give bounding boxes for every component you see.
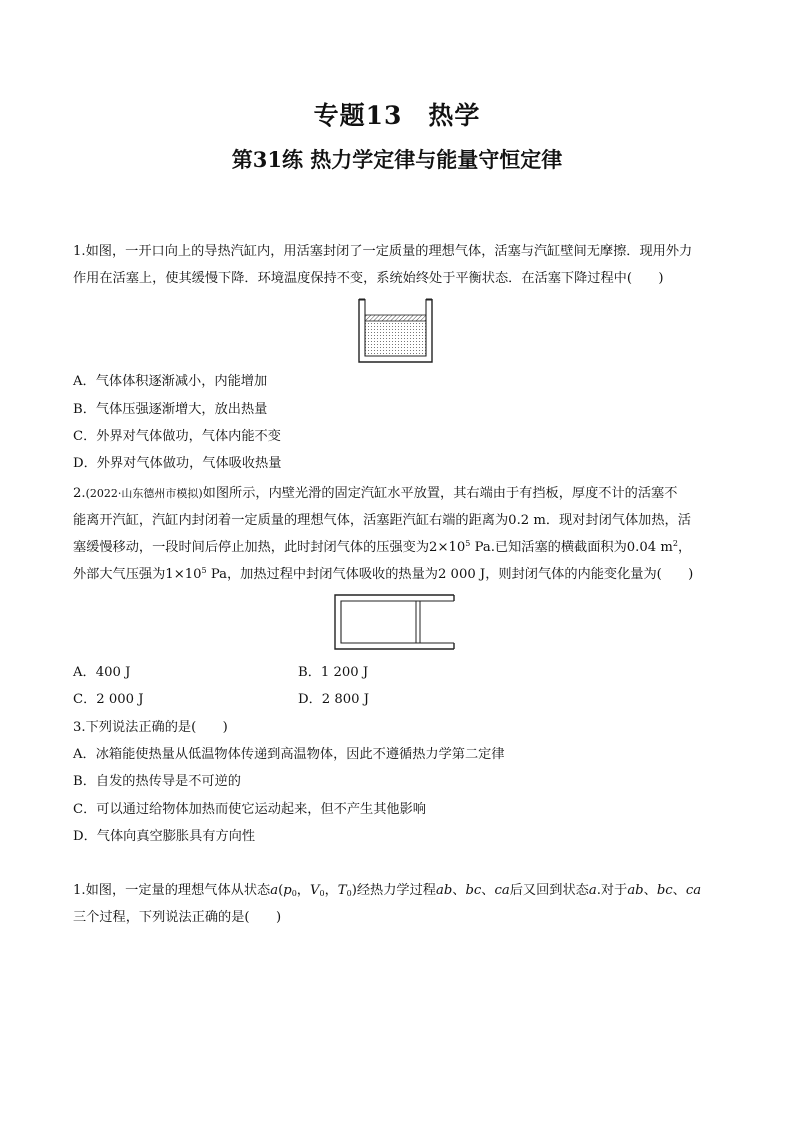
process-symbol: ab [627, 883, 644, 898]
question-3-option-a: A．冰箱能使热量从低温物体传递到高温物体，因此不遵循热力学第二定律 [73, 747, 505, 762]
question-2-line-4 [73, 561, 723, 588]
question-2-line-3 [73, 534, 723, 561]
cylinder-vertical-figure [358, 298, 434, 364]
question-4-text: .对于 [596, 883, 628, 898]
exponent: 2 [672, 539, 678, 548]
question-2-line-1-text: 如图所示，内壁光滑的固定汽缸水平放置，其右端由于有挡板，厚度不计的活塞不 [202, 486, 678, 501]
process-symbol: ab [435, 883, 453, 898]
punctuation: 、 [481, 883, 495, 898]
pressure-symbol: p [283, 883, 292, 898]
punctuation: 、 [672, 883, 686, 898]
punctuation: ， [324, 883, 338, 898]
question-1-option-b: B．气体压强逐渐增大，放出热量 [73, 402, 268, 417]
process-symbol: bc [656, 883, 673, 898]
punctuation: ， [296, 883, 310, 898]
subscript: 0 [319, 889, 325, 898]
question-4-text: 后又回到状态 [509, 883, 589, 898]
exponent: 5 [465, 539, 471, 548]
punctuation: 、 [643, 883, 657, 898]
volume-symbol: V [309, 883, 320, 898]
question-4-line-2: 三个过程，下列说法正确的是( ) [73, 910, 282, 925]
question-4-line-1 [73, 877, 723, 904]
question-1-option-a: A．气体体积逐渐减小，内能增加 [73, 374, 268, 389]
question-2-line-1 [73, 480, 723, 507]
subscript: 0 [346, 889, 352, 898]
question-2-line-4-b: Pa，加热过程中封闭气体吸收的热量为2 000 J，则封闭气体的内能变化量为( ) [206, 567, 694, 582]
cylinder-horizontal-figure [334, 594, 458, 650]
question-2-stem [73, 480, 723, 588]
punctuation: 、 [452, 883, 466, 898]
subscript: 0 [291, 889, 297, 898]
question-2-option-c: C．2 000 J [73, 692, 144, 707]
process-symbol: ca [494, 883, 510, 898]
question-2-line-3-a: 塞缓慢移动，一段时间后停止加热，此时封闭气体的压强变为2×10 [73, 540, 466, 555]
question-4-text: )经热力学过程 [351, 883, 436, 898]
question-1-stem [73, 238, 723, 292]
temperature-symbol: T [337, 883, 347, 898]
process-symbol: bc [465, 883, 482, 898]
question-2-line-3-c: ， [677, 540, 692, 555]
question-2-option-b: B．1 200 J [298, 665, 369, 680]
question-4-text: 1.如图，一定量的理想气体从状态 [73, 883, 271, 898]
question-1-line-2: 作用在活塞上，使其缓慢下降．环境温度保持不变，系统始终处于平衡状态．在活塞下降过程中( ) [73, 271, 664, 286]
question-4-stem [73, 877, 723, 931]
question-2-line-3-b: Pa.已知活塞的横截面积为0.04 m [470, 540, 673, 555]
question-3-option-b: B．自发的热传导是不可逆的 [73, 774, 241, 789]
question-3-option-d: D．气体向真空膨胀具有方向性 [73, 829, 256, 844]
question-2-source: (2022·山东德州市模拟) [85, 487, 203, 500]
exponent: 5 [201, 566, 207, 575]
question-2-option-a: A．400 J [73, 665, 131, 680]
process-symbol: ca [685, 883, 702, 898]
question-3-stem: 3.下列说法正确的是( ) [73, 720, 228, 735]
question-2-option-d: D．2 800 J [298, 692, 369, 707]
question-2-line-2: 能离开汽缸，汽缸内封闭着一定质量的理想气体，活塞距汽缸右端的距离为0.2 m．现对封闭气体加热，活 [73, 513, 691, 528]
state-symbol: a [270, 883, 279, 898]
state-symbol: a [588, 883, 597, 898]
topic-title [0, 96, 794, 132]
question-2-line-4-a: 外部大气压强为1×10 [73, 567, 202, 582]
topic-number: 专题13 [313, 101, 403, 130]
question-1-option-c: C．外界对气体做功，气体内能不变 [73, 429, 281, 444]
question-1-line-1: 1.如图，一开口向上的导热汽缸内，用活塞封闭了一定质量的理想气体，活塞与汽缸壁间无摩擦．现用外力 [73, 244, 693, 259]
question-1-option-d: D．外界对气体做功，气体吸收热量 [73, 456, 282, 471]
topic-name: 热学 [428, 101, 481, 130]
question-2-number: 2. [73, 486, 86, 501]
exercise-subtitle: 第31练 热力学定律与能量守恒定律 [231, 147, 563, 172]
question-3-option-c: C．可以通过给物体加热而使它运动起来，但不产生其他影响 [73, 802, 426, 817]
punctuation: ( [278, 883, 284, 898]
